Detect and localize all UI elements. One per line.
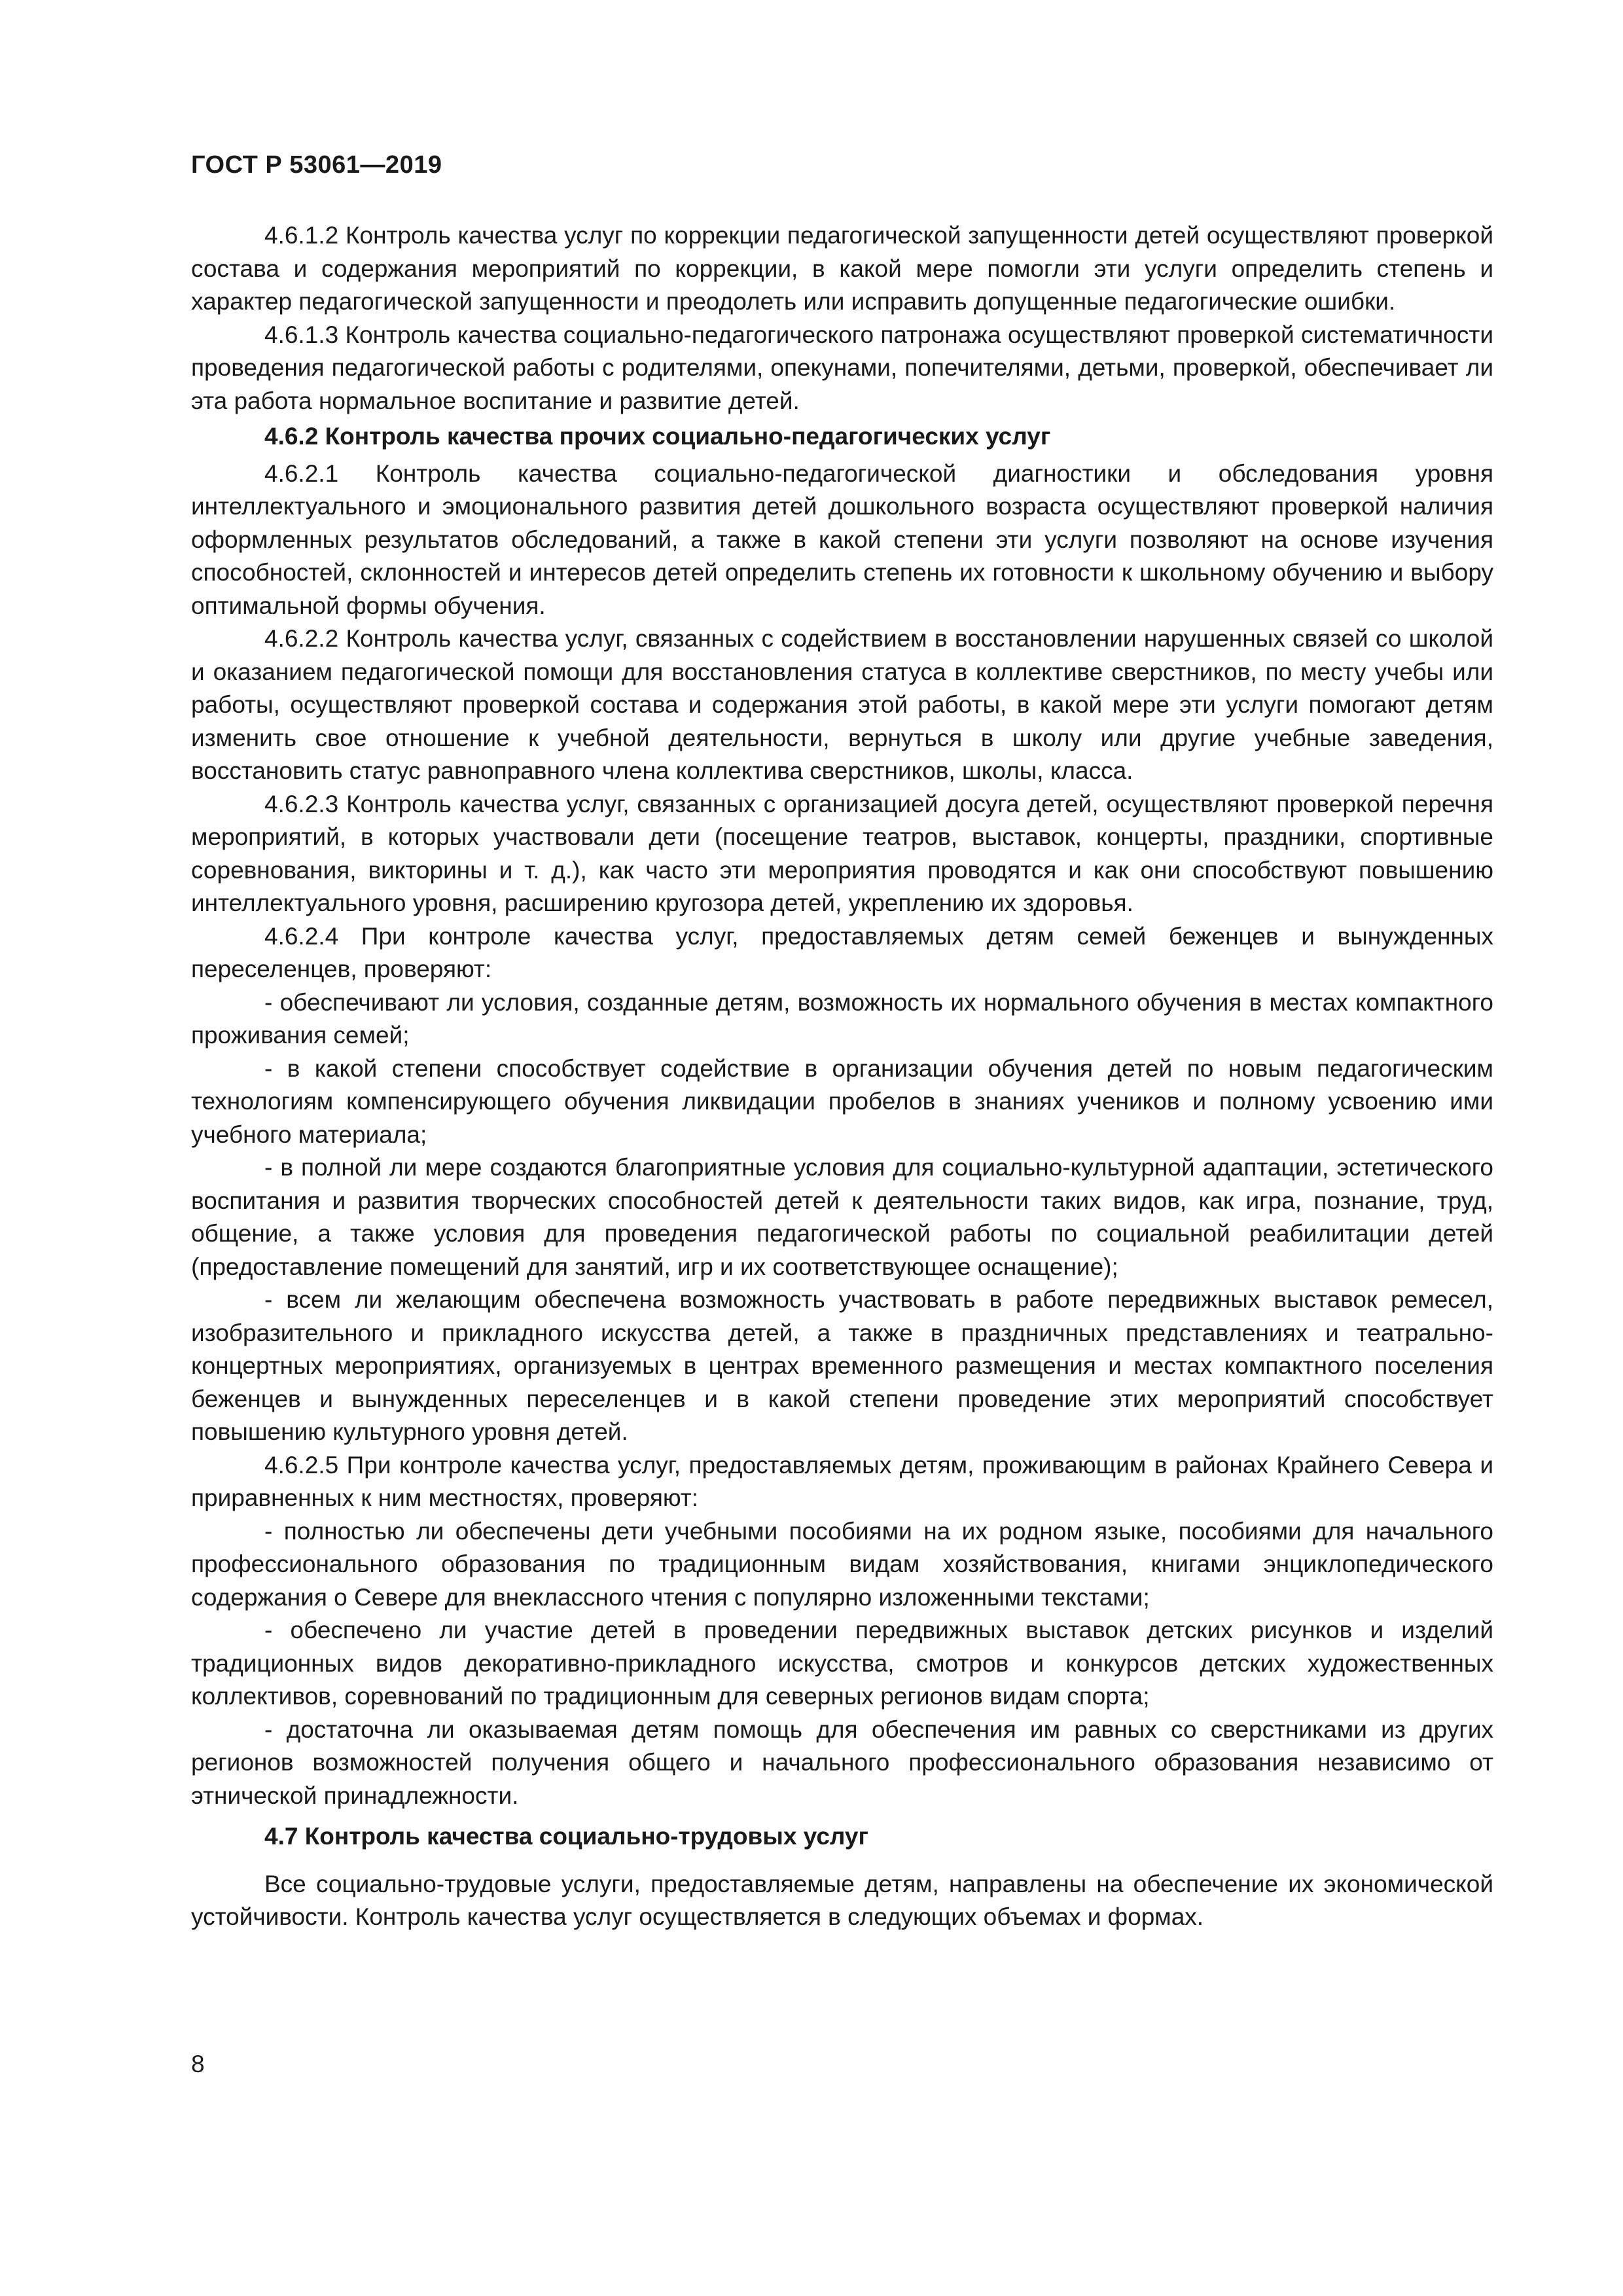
section-heading-4-6-2: 4.6.2 Контроль качества прочих социально-педагогических услуг: [264, 423, 1051, 450]
list-item-4-6-2-5-c: - достаточна ли оказываемая детям помощь для обеспечения им равных со сверстниками из других регионов возможностей получения общего и начального профессионального образования независимо от этнической принадлежности.: [191, 1715, 1493, 1809]
list-item-4-6-2-4-c: - в полной ли мере создаются благоприятные условия для социально-культурной адаптации, эстетического воспитания и развития творческих способностей детей к деятельности таких видов, как игра, познание, труд, общение, а также условия для проведения педагогической работы по социальной реабилитации детей (предоставление помещений для занятий, игр и их соответствующее оснащение);: [191, 1154, 1493, 1280]
paragraph-4-6-2-3: 4.6.2.3 Контроль качества услуг, связанных с организацией досуга детей, осуществляют проверкой перечня мероприятий, в которых участвовали дети (посещение театров, выставок, концерты, праздники, спортивные соревнования, викторины и т. д.), как часто эти мероприятия проводятся и как они способствуют повышению интеллектуального уровня, расширению кругозора детей, укреплению их здоровья.: [191, 790, 1493, 916]
paragraph-4-6-2-4: 4.6.2.4 При контроле качества услуг, предоставляемых детям семей беженцев и вынужденных переселенцев, проверяют:: [191, 922, 1493, 982]
paragraph-4-6-2-5: 4.6.2.5 При контроле качества услуг, предоставляемых детям, проживающим в районах Крайнего Севера и приравненных к ним местностях, проверяют:: [191, 1451, 1493, 1511]
list-item-4-6-2-5-b: - обеспечено ли участие детей в проведении передвижных выставок детских рисунков и изделий традиционных видов декоративно-прикладного искусства, смотров и конкурсов детских художественных коллективов, соревнований по традиционным для северных регионов видам спорта;: [191, 1617, 1493, 1710]
list-item-4-6-2-4-d: - всем ли желающим обеспечена возможность участвовать в работе передвижных выставок ремесел, изобразительного и прикладного искусства детей, а также в праздничных представлениях и театрально-концертных мероприятиях, организуемых в центрах временного размещения и местах компактного поселения беженцев и вынужденных переселенцев и в какой степени проведение этих мероприятий способствует повышению культурного уровня детей.: [191, 1286, 1493, 1445]
document-body: [191, 219, 1493, 1934]
list-item-4-6-2-4-b: - в какой степени способствует содействие в организации обучения детей по новым педагогическим технологиям компенсирующего обучения ликвидации пробелов в знаниях учеников и полному усвоению ими учебного материала;: [191, 1054, 1493, 1148]
paragraph-4-6-2-2: 4.6.2.2 Контроль качества услуг, связанных с содействием в восстановлении нарушенных связей со школой и оказанием педагогической помощи для восстановления статуса в коллективе сверстников, по месту учебы или работы, осуществляют проверкой состава и содержания этой работы, в какой мере эти услуги помогают детям изменить свое отношение к учебной деятельности, вернуться в школу или другие учебные заведения, восстановить статус равноправного члена коллектива сверстников, школы, класса.: [191, 625, 1493, 784]
standard-designation: ГОСТ Р 53061—2019: [191, 151, 442, 179]
paragraph-4-7: Все социально-трудовые услуги, предоставляемые детям, направлены на обеспечение их экономической устойчивости. Контроль качества услуг осуществляется в следующих объемах и формах.: [191, 1870, 1493, 1930]
paragraph-4-6-1-3: 4.6.1.3 Контроль качества социально-педагогического патронажа осуществляют проверкой систематичности проведения педагогической работы с родителями, опекунами, попечителями, детьми, проверкой, обеспечивает ли эта работа нормальное воспитание и развитие детей.: [191, 321, 1493, 414]
section-heading-4-7: 4.7 Контроль качества социально-трудовых услуг: [264, 1823, 868, 1850]
list-item-4-6-2-5-a: - полностью ли обеспечены дети учебными пособиями на их родном языке, пособиями для начального профессионального образования по традиционным видам хозяйствования, книгами энциклопедического содержания о Севере для внеклассного чтения с популярно изложенными текстами;: [191, 1517, 1493, 1611]
page-number: 8: [191, 2051, 205, 2077]
paragraph-4-6-1-2: 4.6.1.2 Контроль качества услуг по коррекции педагогической запущенности детей осуществляют проверкой состава и содержания мероприятий по коррекции, в какой мере помогли эти услуги определить степень и характер педагогической запущенности и преодолеть или исправить допущенные педагогические ошибки.: [191, 222, 1493, 315]
list-item-4-6-2-4-a: - обеспечивают ли условия, созданные детям, возможность их нормального обучения в местах компактного проживания семей;: [191, 988, 1493, 1049]
paragraph-4-6-2-1: 4.6.2.1 Контроль качества социально-педагогической диагностики и обследования уровня интеллектуального и эмоционального развития детей дошкольного возраста осуществляют проверкой наличия оформленных результатов обследований, а также в какой степени эти услуги позволяют на основе изучения способностей, склонностей и интересов детей определить степень их готовности к школьному обучению и выбору оптимальной формы обучения.: [191, 459, 1493, 619]
